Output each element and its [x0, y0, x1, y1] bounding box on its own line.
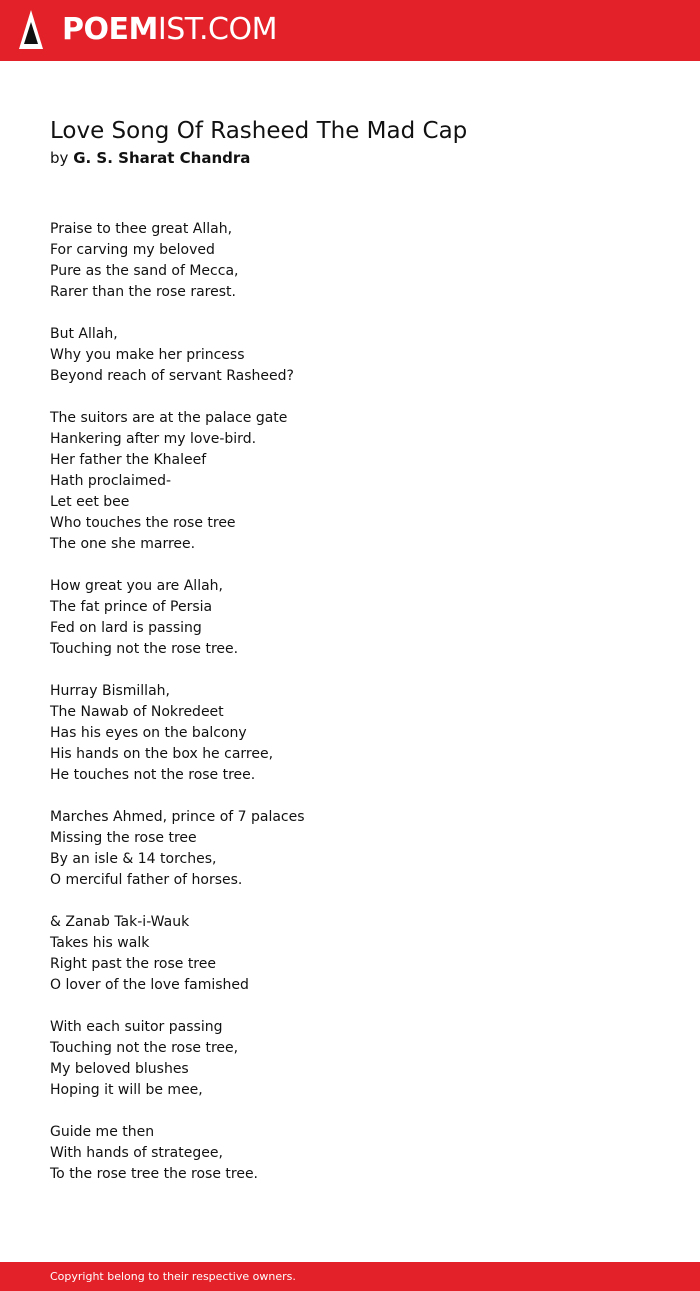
stanza	[50, 1017, 650, 1101]
poem-line: Her father the Khaleef	[50, 452, 207, 468]
poem-line: How great you are Allah,	[50, 578, 223, 594]
byline	[50, 147, 650, 169]
stanza	[50, 408, 650, 555]
copyright-text: Copyright belong to their respective owners.	[50, 1270, 296, 1283]
poem-line: Touching not the rose tree,	[50, 1040, 239, 1056]
poem-line: Marches Ahmed, prince of 7 palaces	[50, 809, 305, 825]
stanza	[50, 807, 650, 891]
poem-line: & Zanab Tak-i-Wauk	[50, 914, 190, 930]
poem-line: Guide me then	[50, 1124, 155, 1140]
site-logo[interactable]	[62, 13, 277, 47]
stanza	[50, 681, 650, 786]
poem-title: Love Song Of Rasheed The Mad Cap	[50, 118, 468, 144]
poem-line: The suitors are at the palace gate	[50, 410, 288, 426]
by-label: by	[50, 149, 69, 167]
poem-line: Missing the rose tree	[50, 830, 197, 846]
poem-line: Right past the rose tree	[50, 956, 216, 972]
logo-bold-text: POEM	[62, 12, 158, 47]
poem-line: Pure as the sand of Mecca,	[50, 263, 239, 279]
pen-nib-icon	[18, 10, 44, 51]
poem-line: Beyond reach of servant Rasheed?	[50, 368, 294, 384]
stanza	[50, 219, 650, 303]
stanza	[50, 1122, 650, 1185]
poem-line: To the rose tree the rose tree.	[50, 1166, 259, 1182]
header-bar	[0, 0, 700, 61]
poem-line: His hands on the box he carree,	[50, 746, 274, 762]
poem-line: He touches not the rose tree.	[50, 767, 256, 783]
poem-line: Fed on lard is passing	[50, 620, 202, 636]
poem-line: Who touches the rose tree	[50, 515, 236, 531]
poem-line: Let eet bee	[50, 494, 130, 510]
poem-line: The Nawab of Nokredeet	[50, 704, 224, 720]
poem-line: Rarer than the rose rarest.	[50, 284, 236, 300]
poem-line: Hath proclaimed-	[50, 473, 172, 489]
poem-line: With each suitor passing	[50, 1019, 223, 1035]
poem-line: The fat prince of Persia	[50, 599, 213, 615]
footer-bar	[0, 1262, 700, 1291]
poem-line: O merciful father of horses.	[50, 872, 243, 888]
poem-line: With hands of strategee,	[50, 1145, 223, 1161]
poem-line: For carving my beloved	[50, 242, 215, 258]
poem-body	[50, 219, 650, 1206]
poem-line: Hurray Bismillah,	[50, 683, 170, 699]
poem-header	[50, 116, 650, 169]
author-name[interactable]: G. S. Sharat Chandra	[73, 149, 251, 167]
stanza	[50, 912, 650, 996]
poem-line: Hoping it will be mee,	[50, 1082, 203, 1098]
poem-line: Why you make her princess	[50, 347, 245, 363]
poem-line: Touching not the rose tree.	[50, 641, 239, 657]
stanza	[50, 576, 650, 660]
poem-line: Takes his walk	[50, 935, 150, 951]
poem-line: Praise to thee great Allah,	[50, 221, 233, 237]
poem-line: The one she marree.	[50, 536, 196, 552]
logo-rest-text: IST.COM	[157, 12, 277, 47]
poem-line: Hankering after my love-bird.	[50, 431, 257, 447]
poem-line: By an isle & 14 torches,	[50, 851, 217, 867]
stanza	[50, 324, 650, 387]
poem-line: Has his eyes on the balcony	[50, 725, 247, 741]
poem-line: O lover of the love famished	[50, 977, 249, 993]
poem-line: But Allah,	[50, 326, 118, 342]
poem-line: My beloved blushes	[50, 1061, 189, 1077]
